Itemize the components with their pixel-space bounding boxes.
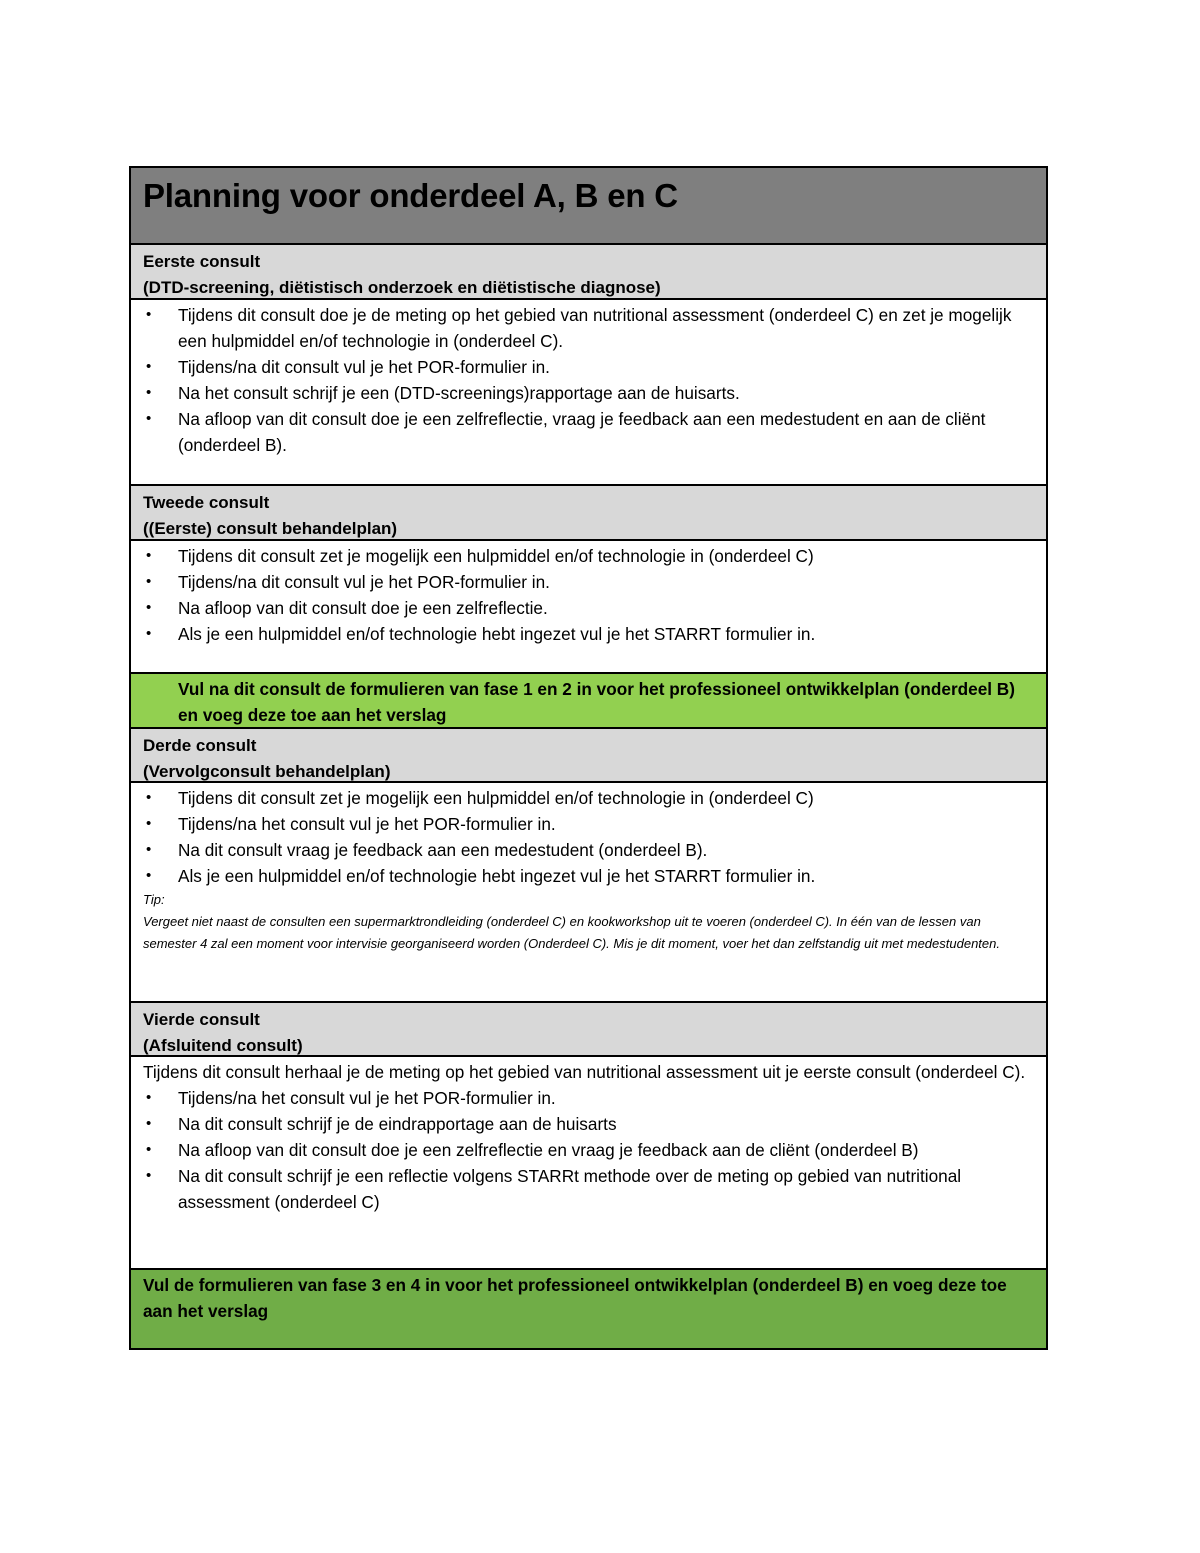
list-item: • Als je een hulpmiddel en/of technologie hebt ingezet vul je het STARRT formulier in.: [143, 863, 1034, 889]
section-body-vierde: [131, 1057, 1046, 1270]
bullet-icon: •: [146, 599, 152, 616]
list-item: • Na het consult schrijf je een (DTD-screenings)rapportage aan de huisarts.: [143, 380, 1034, 406]
list-item: • Tijdens dit consult zet je mogelijk een hulpmiddel en/of technologie in (onderdeel C): [143, 785, 1034, 811]
bullet-icon: •: [146, 789, 152, 806]
bullet-icon: •: [146, 1167, 152, 1184]
bullet-icon: •: [146, 306, 152, 323]
bullet-icon: •: [146, 1115, 152, 1132]
tip-label: Tip:: [143, 892, 165, 907]
section-body-derde: [131, 783, 1046, 1003]
section-body-tweede: [131, 541, 1046, 674]
list-item: • Na afloop van dit consult doe je een zelfreflectie.: [143, 595, 1034, 621]
bullet-icon: •: [146, 358, 152, 375]
bullet-list: [143, 785, 1034, 889]
list-item: • Tijdens/na dit consult vul je het POR-formulier in.: [143, 354, 1034, 380]
section-subheading: (DTD-screening, diëtistisch onderzoek en diëtistische diagnose): [143, 278, 661, 297]
list-item: • Na dit consult schrijf je de eindrapportage aan de huisarts: [143, 1111, 1034, 1137]
section-heading: Vierde consult: [143, 1010, 260, 1029]
section-subheading: (Vervolgconsult behandelplan): [143, 762, 391, 781]
bullet-icon: •: [146, 867, 152, 884]
list-item: • Na dit consult schrijf je een reflectie volgens STARRt methode over de meting op gebied van nutritional assessment (onderdeel C): [143, 1163, 1034, 1215]
title-row: [131, 168, 1046, 245]
section-header-vierde: [131, 1003, 1046, 1057]
note-text: Vul na dit consult de formulieren van fase 1 en 2 in voor het professioneel ontwikkelplan (onderdeel B) en voeg deze toe aan het verslag: [178, 679, 1015, 725]
list-item: • Tijdens dit consult doe je de meting op het gebied van nutritional assessment (onderdeel C) en zet je mogelijk een hulpmiddel en/of technologie in (onderdeel C).: [143, 302, 1034, 354]
section-header-eerste: [131, 245, 1046, 300]
list-item: • Als je een hulpmiddel en/of technologie hebt ingezet vul je het STARRT formulier in.: [143, 621, 1034, 647]
section-heading: Eerste consult: [143, 252, 261, 271]
list-item: • Tijdens dit consult zet je mogelijk een hulpmiddel en/of technologie in (onderdeel C): [143, 543, 1034, 569]
list-item: • Tijdens/na het consult vul je het POR-formulier in.: [143, 811, 1034, 837]
list-item: • Na afloop van dit consult doe je een zelfreflectie en vraag je feedback aan de cliënt (onderdeel B): [143, 1137, 1034, 1163]
section-subheading: ((Eerste) consult behandelplan): [143, 519, 398, 538]
bullet-icon: •: [146, 547, 152, 564]
section-intro: Tijdens dit consult herhaal je de meting op het gebied van nutritional assessment uit je eerste consult (onderdeel C).: [143, 1062, 1026, 1082]
green-note-fase-1-2: [131, 674, 1046, 729]
list-item: • Tijdens/na dit consult vul je het POR-formulier in.: [143, 569, 1034, 595]
bullet-icon: •: [146, 815, 152, 832]
bullet-list: [143, 302, 1034, 458]
green-note-fase-3-4: [131, 1270, 1046, 1350]
bullet-list: [143, 543, 1034, 647]
section-body-eerste: [131, 300, 1046, 486]
section-header-derde: [131, 729, 1046, 783]
section-subheading: (Afsluitend consult): [143, 1036, 303, 1055]
list-item: • Tijdens/na het consult vul je het POR-formulier in.: [143, 1085, 1034, 1111]
tip-text: Vergeet niet naast de consulten een supermarktrondleiding (onderdeel C) en kookworkshop uit te voeren (onderdeel C). In één van de lessen van semester 4 zal een moment voor intervisie georganiseerd worden (Onderdeel C). Mis je dit moment, voer het dan zelfstandig uit met medestudenten.: [143, 914, 1000, 951]
note-text: Vul de formulieren van fase 3 en 4 in voor het professioneel ontwikkelplan (onderdeel B) en voeg deze toe aan het verslag: [143, 1275, 1007, 1321]
planning-table: [129, 166, 1048, 1350]
page-title: Planning voor onderdeel A, B en C: [143, 177, 678, 214]
bullet-icon: •: [146, 1089, 152, 1106]
list-item: • Na afloop van dit consult doe je een zelfreflectie, vraag je feedback aan een medestudent en aan de cliënt (onderdeel B).: [143, 406, 1034, 458]
bullet-icon: •: [146, 1141, 152, 1158]
bullet-icon: •: [146, 410, 152, 427]
bullet-icon: •: [146, 841, 152, 858]
list-item: • Na dit consult vraag je feedback aan een medestudent (onderdeel B).: [143, 837, 1034, 863]
section-heading: Derde consult: [143, 736, 257, 755]
bullet-list: [143, 1085, 1034, 1215]
bullet-icon: •: [146, 573, 152, 590]
bullet-icon: •: [146, 384, 152, 401]
section-heading: Tweede consult: [143, 493, 270, 512]
bullet-icon: •: [146, 625, 152, 642]
section-header-tweede: [131, 486, 1046, 541]
